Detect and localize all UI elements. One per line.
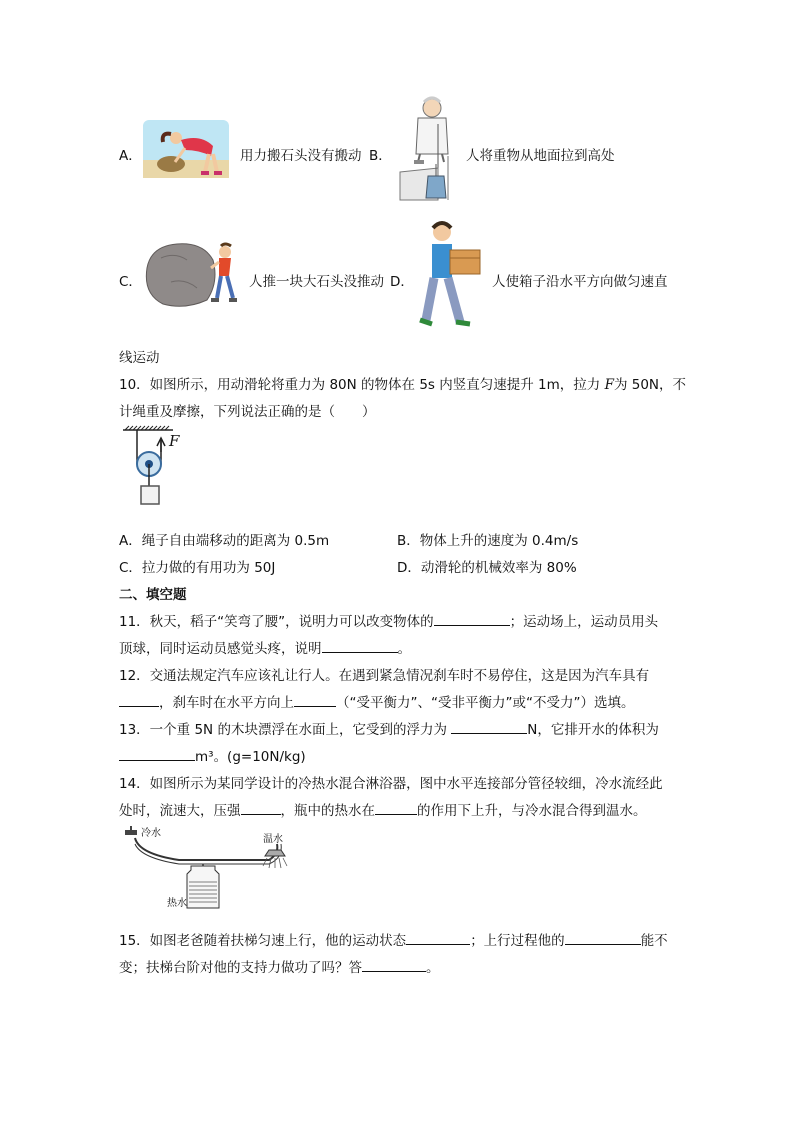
q9-option-b-letter: B． — [369, 148, 392, 164]
q15-l1c: 能不 — [640, 933, 668, 949]
q10-pulley-figure — [119, 426, 189, 516]
q14-l2b: ，瓶中的热水在 — [280, 803, 375, 819]
q13-blank-2[interactable] — [119, 746, 195, 761]
q9-option-a-text: 用力搬石头没有搬动 — [240, 148, 362, 164]
q9-option-d-text-cont: 线运动 — [119, 350, 160, 366]
q12-blank-1[interactable] — [119, 692, 159, 707]
q9-option-a-letter: A． — [119, 148, 142, 164]
q14-l2c: 的作用下上升，与冷水混合得到温水。 — [417, 803, 647, 819]
q11-l1b: ；运动场上，运动员用头 — [509, 614, 659, 630]
q11-line2 — [119, 637, 411, 657]
q12-line1: 12．交通法规定汽车应该礼让行人。在遇到紧急情况刹车时不易停住，这是因为汽车具有 — [119, 668, 650, 684]
q14-label-hot: 热水 — [167, 898, 187, 909]
q14-blank-1[interactable] — [241, 800, 281, 815]
q13-l2: m³。(g=10N/kg) — [195, 749, 306, 765]
q13-line1 — [119, 718, 659, 738]
q9-option-a[interactable] — [119, 144, 142, 164]
q9-option-d-image — [416, 220, 488, 332]
q14-label-cold: 冷水 — [141, 828, 161, 839]
q10-option-b[interactable]: B．物体上升的速度为 0.4m/s — [397, 533, 579, 549]
q10-option-c[interactable]: C．拉力做的有用功为 50J — [119, 560, 276, 576]
q14-line2 — [119, 799, 647, 819]
q11-l2b: 。 — [397, 641, 411, 657]
q13-l1a: 13．一个重 5N 的木块漂浮在水面上，它受到的浮力为 — [119, 722, 452, 738]
section-title-fill-in: 二、填空题 — [119, 587, 187, 603]
q10-stem-1a: 10．如图所示，用动滑轮将重力为 80N 的物体在 5s 内竖直匀速提升 1m，拉力 — [119, 377, 605, 393]
q10-force-label: F — [169, 432, 180, 450]
q9-option-d-letter: D． — [390, 274, 414, 290]
q11-l2a: 顶球，同时运动员感觉头疼，说明 — [119, 641, 322, 657]
q15-blank-2[interactable] — [565, 930, 641, 945]
q15-blank-3[interactable] — [362, 957, 426, 972]
q10-option-a[interactable]: A．绳子自由端移动的距离为 0.5m — [119, 533, 330, 549]
q9-option-b-text: 人将重物从地面拉到高处 — [466, 148, 615, 164]
q14-line1: 14．如图所示为某同学设计的冷热水混合淋浴器，图中水平连接部分管径较细，冷水流经此 — [119, 776, 663, 792]
q15-l1b: ；上行过程他的 — [470, 933, 565, 949]
q9-option-b[interactable] — [369, 144, 392, 164]
q11-l1a: 11．秋天，稻子“笑弯了腰”，说明力可以改变物体的 — [119, 614, 434, 630]
q13-blank-1[interactable] — [451, 719, 527, 734]
q13-line2 — [119, 745, 306, 765]
q15-l1a: 15．如图老爸随着扶梯匀速上行，他的运动状态 — [119, 933, 407, 949]
q10-option-d[interactable]: D．动滑轮的机械效率为 80% — [397, 560, 577, 576]
q12-line2 — [119, 691, 634, 711]
q12-blank-2[interactable] — [294, 692, 336, 707]
q15-line1 — [119, 929, 668, 949]
q14-label-warm: 温水 — [263, 834, 283, 845]
q10-stem-1b: 为 50N，不 — [613, 377, 687, 393]
q9-option-d-text: 人使箱子沿水平方向做匀速直 — [492, 274, 668, 290]
q9-option-c-letter: C． — [119, 274, 142, 290]
q12-l2a: ，刹车时在水平方向上 — [159, 695, 294, 711]
q15-line2 — [119, 956, 440, 976]
q9-option-b-image — [398, 96, 460, 200]
q9-option-a-image — [141, 120, 231, 180]
q15-blank-1[interactable] — [406, 930, 470, 945]
q15-l2b: 。 — [426, 960, 440, 976]
q11-line1 — [119, 610, 658, 630]
q9-option-c-text: 人推一块大石头没推动 — [249, 274, 384, 290]
q9-option-c[interactable] — [119, 270, 142, 290]
q12-l2b: （“受平衡力”、“受非平衡力”或“不受力”）选填。 — [336, 695, 635, 711]
q14-l2a: 处时，流速大，压强 — [119, 803, 241, 819]
q9-option-c-image — [141, 238, 241, 310]
q15-l2a: 变；扶梯台阶对他的支持力做功了吗？答 — [119, 960, 362, 976]
q14-shower-figure — [119, 824, 299, 914]
q10-stem-var: F — [604, 377, 614, 393]
q11-blank-2[interactable] — [322, 638, 398, 653]
q10-stem-line2: 计绳重及摩擦，下列说法正确的是（ ） — [119, 404, 376, 420]
q10-stem-line1 — [119, 373, 686, 393]
q13-l1b: N，它排开水的体积为 — [527, 722, 659, 738]
q9-option-d[interactable] — [390, 270, 414, 290]
q14-blank-2[interactable] — [375, 800, 417, 815]
q11-blank-1[interactable] — [434, 611, 510, 626]
